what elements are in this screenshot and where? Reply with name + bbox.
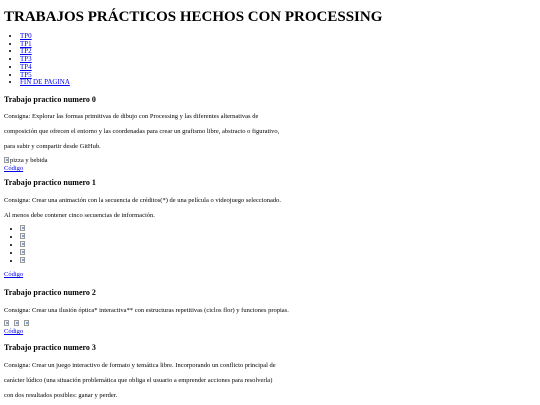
- list-item: [20, 241, 524, 249]
- nav-link-tp5[interactable]: TP5: [20, 70, 32, 79]
- broken-image-icon: [4, 157, 9, 163]
- broken-image-icon: [24, 320, 29, 326]
- broken-image-icon: [14, 320, 19, 326]
- broken-image-icon: [20, 241, 25, 247]
- section-tp1: [4, 178, 524, 279]
- nav-list: [4, 33, 70, 87]
- section-tp0: [4, 95, 524, 173]
- page-title: TRABAJOS PRÁCTICOS HECHOS CON PROCESSING: [4, 9, 383, 25]
- nav-link-tp3[interactable]: TP3: [20, 55, 32, 64]
- nav-link-fin-de-pagina[interactable]: FIN DE PAGINA: [20, 78, 70, 87]
- nav-link-tp0[interactable]: TP0: [20, 32, 32, 40]
- tp1-consigna-line-1: Consigna: Crear una animación con la secuencia de créditos(*) de una película o videojuego seleccionado.: [4, 197, 282, 204]
- tp1-code-link[interactable]: Código: [4, 271, 24, 278]
- tp2-heading: Trabajo practico numero 2: [4, 288, 96, 297]
- tp3-consigna-line-1: Consigna: Crear un juego interactivo de formato y temática libre. Incorporando un conflicto principal de: [4, 362, 276, 369]
- nav-link-tp4[interactable]: TP4: [20, 62, 32, 71]
- nav-link-tp1[interactable]: TP1: [20, 39, 32, 48]
- tp2-images: [4, 320, 524, 328]
- broken-image-icon: [4, 320, 9, 326]
- tp2-consigna-line-1: Consigna: Crear una ilusión óptica* interactiva** con estructuras repetitivas (ciclos flor) y funciones propias.: [4, 307, 289, 314]
- list-item: [20, 257, 524, 265]
- tp0-consigna-line-3: para subir y compartir desde GitHub.: [4, 143, 101, 150]
- tp1-image-list: [4, 225, 524, 265]
- tp3-heading: Trabajo practico numero 3: [4, 343, 96, 352]
- list-item: [20, 225, 524, 233]
- tp0-image: [4, 157, 524, 165]
- broken-image-icon: [20, 249, 25, 255]
- list-item: [20, 249, 524, 257]
- tp0-consigna-line-2: composición que ofrecen el entorno y las coordenadas para crear un grafismo libre, abstracto o figurativo,: [4, 128, 280, 135]
- nav-link-tp2[interactable]: TP2: [20, 47, 32, 56]
- broken-image-icon: [20, 257, 25, 263]
- section-tp3: [4, 343, 524, 403]
- tp1-heading: Trabajo practico numero 1: [4, 178, 96, 187]
- tp0-image-alt: pizza y bebida: [10, 157, 48, 164]
- broken-image-icon: [20, 225, 25, 231]
- tp1-consigna-line-2: Al menos debe contener cinco secuencias de información.: [4, 212, 155, 219]
- tp2-code-link[interactable]: Código: [4, 328, 24, 335]
- list-item: [20, 233, 524, 241]
- section-tp2: [4, 288, 524, 336]
- tp0-code-link[interactable]: Código: [4, 165, 24, 172]
- nav-item-fin: [20, 79, 70, 87]
- broken-image-icon: [20, 233, 25, 239]
- tp3-consigna-line-3: con dos resultados posibles: ganar y perder.: [4, 392, 118, 399]
- tp0-consigna-line-1: Consigna: Explorar las formas primitivas de dibujo con Processing y las diferentes alternativas de: [4, 113, 259, 120]
- tp0-heading: Trabajo practico numero 0: [4, 95, 96, 104]
- tp3-consigna-line-2: carácter lúdico (una situación problemática que obliga el usuario a emprender acciones para resolverla): [4, 377, 273, 384]
